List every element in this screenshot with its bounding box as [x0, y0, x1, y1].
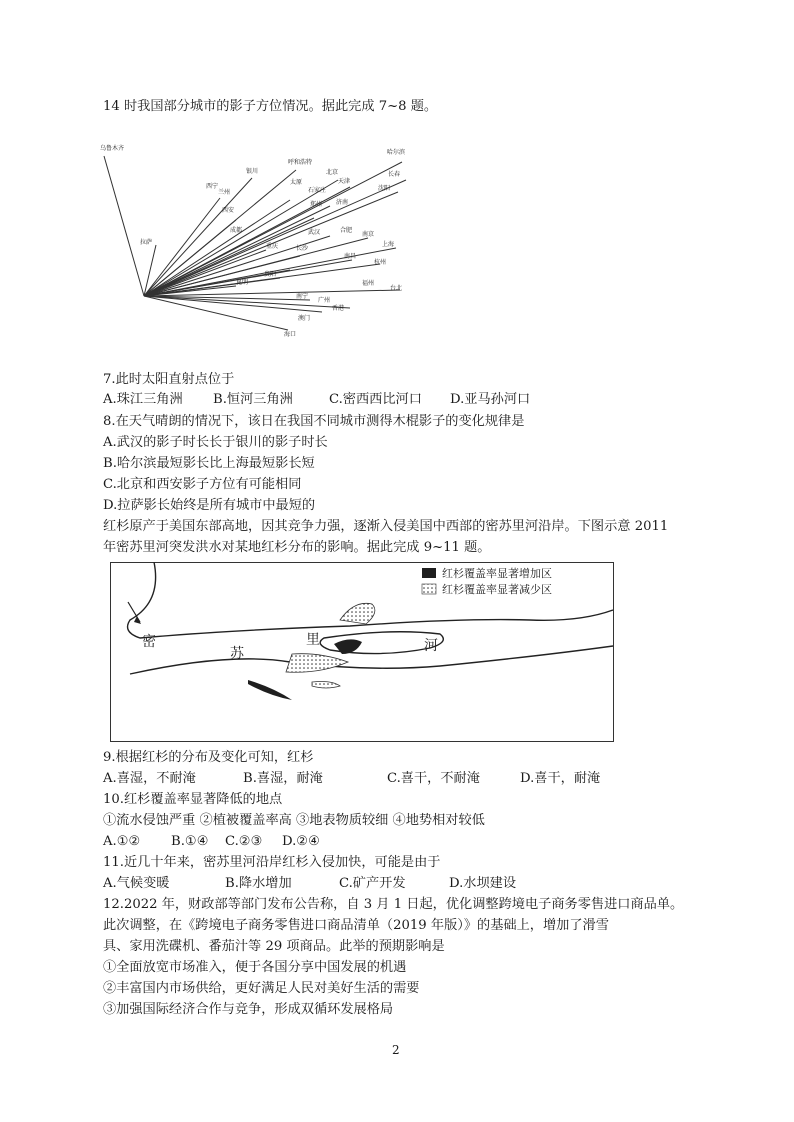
q10-option-d: D.②④: [282, 834, 320, 849]
q11-option-c: C.矿产开发: [339, 876, 406, 891]
svg-text:香港: 香港: [332, 305, 345, 312]
q10-stem: 10.红杉覆盖率显著降低的地点: [103, 792, 283, 807]
q11-option-d: D.水坝建设: [449, 876, 517, 891]
intro-text-2a: 红杉原产于美国东部高地，因其竞争力强，逐渐入侵美国中西部的密苏里河沿岸。下图示意 2011: [103, 519, 669, 534]
svg-text:南京: 南京: [362, 231, 375, 238]
label-urumqi: 乌鲁木齐: [100, 145, 125, 152]
svg-text:重庆: 重庆: [266, 243, 279, 250]
svg-text:北京: 北京: [326, 169, 339, 176]
q9-option-a: A.喜湿，不耐淹: [103, 771, 196, 786]
svg-text:澳门: 澳门: [298, 315, 311, 322]
svg-text:兰州: 兰州: [218, 189, 231, 196]
q11-option-a: A.气候变暖: [103, 876, 170, 891]
svg-text:贵阳: 贵阳: [264, 271, 277, 278]
q11-stem: 11.近几十年来，密苏里河沿岸红杉入侵加快，可能是由于: [103, 855, 441, 870]
svg-text:西宁: 西宁: [206, 183, 219, 190]
svg-text:哈尔滨: 哈尔滨: [387, 149, 406, 156]
svg-text:杭州: 杭州: [374, 259, 387, 266]
q10-option-a: A.①②: [103, 834, 141, 849]
svg-text:广州: 广州: [318, 297, 331, 304]
q7-option-c: C.密西西比河口: [329, 392, 422, 407]
svg-text:南宁: 南宁: [296, 293, 309, 300]
svg-text:呼和浩特: 呼和浩特: [288, 159, 313, 166]
river-char-2: 苏: [230, 646, 244, 662]
intro-text-1: 14 时我国部分城市的影子方位情况。据此完成 7~8 题。: [103, 99, 438, 114]
q10-option-b: B.①④: [171, 834, 209, 849]
svg-text:武汉: 武汉: [308, 229, 321, 236]
svg-text:南昌: 南昌: [344, 253, 357, 260]
q8-option-b: B.哈尔滨最短影长比上海最短影长短: [103, 456, 315, 471]
svg-text:长沙: 长沙: [296, 245, 309, 252]
svg-text:昆明: 昆明: [236, 279, 249, 286]
svg-text:郑州: 郑州: [310, 201, 323, 208]
q9-option-b: B.喜湿，耐淹: [243, 771, 323, 786]
svg-text:天津: 天津: [338, 178, 351, 185]
q7-option-a: A.珠江三角洲: [103, 392, 183, 407]
q12-line-2: 此次调整，在《跨境电子商务零售进口商品清单（2019 年版）》的基础上，增加了滑雪: [103, 918, 609, 933]
svg-text:台北: 台北: [390, 285, 403, 292]
svg-text:济南: 济南: [336, 199, 349, 206]
svg-text:石家庄: 石家庄: [308, 187, 327, 194]
q12-item-2: ②丰富国内市场供给，更好满足人民对美好生活的需要: [103, 981, 420, 996]
q9-option-c: C.喜干，不耐淹: [387, 771, 480, 786]
q12-line-3: 具、家用洗碟机、番茄汁等 29 项商品。此举的预期影响是: [103, 939, 445, 954]
q8-stem: 8.在天气晴朗的情况下，该日在我国不同城市测得木棍影子的变化规律是: [103, 414, 525, 429]
q9-option-d: D.喜干，耐淹: [520, 771, 601, 786]
q8-option-c: C.北京和西安影子方位有可能相同: [103, 477, 302, 492]
svg-text:银川: 银川: [246, 168, 259, 175]
river-char-3: 里: [306, 632, 320, 648]
river-char-1: 密: [142, 634, 156, 650]
svg-text:拉萨: 拉萨: [140, 239, 153, 246]
q10-items: ①流水侵蚀严重 ②植被覆盖率高 ③地表物质较细 ④地势相对较低: [103, 813, 485, 828]
q7-option-b: B.恒河三角洲: [213, 392, 293, 407]
q12-line-1: 12.2022 年，财政部等部门发布公告称，自 3 月 1 日起，优化调整跨境电子商务零售进口商品单。: [103, 897, 684, 912]
q10-option-c: C.②③: [225, 834, 263, 849]
svg-text:上海: 上海: [382, 241, 395, 248]
q11-option-b: B.降水增加: [225, 876, 292, 891]
q12-item-3: ③加强国际经济合作与竞争，形成双循环发展格局: [103, 1002, 394, 1017]
missouri-river-map: [110, 562, 614, 742]
svg-text:太原: 太原: [290, 179, 303, 186]
q7-stem: 7.此时太阳直射点位于: [103, 372, 235, 387]
svg-text:福州: 福州: [362, 280, 375, 287]
intro-text-2b: 年密苏里河突发洪水对某地红杉分布的影响。据此完成 9~11 题。: [103, 540, 491, 555]
q8-option-a: A.武汉的影子时长长于银川的影子时长: [103, 435, 328, 450]
page-number: 2: [392, 1043, 400, 1057]
q8-option-d: D.拉萨影长始终是所有城市中最短的: [103, 498, 316, 513]
svg-text:长春: 长春: [388, 171, 401, 178]
legend-decrease: 红杉覆盖率显著减少区: [442, 583, 552, 596]
river-char-4: 河: [424, 638, 438, 654]
svg-text:沈阳: 沈阳: [378, 185, 391, 192]
q12-item-1: ①全面放宽市场准入，便于各国分享中国发展的机遇: [103, 960, 407, 975]
legend-increase: 红杉覆盖率显著增加区: [442, 567, 552, 580]
q7-option-d: D.亚马孙河口: [450, 392, 531, 407]
svg-text:海口: 海口: [284, 331, 297, 338]
q9-stem: 9.根据红杉的分布及变化可知，红杉: [103, 750, 314, 765]
svg-text:西安: 西安: [222, 207, 235, 214]
svg-text:合肥: 合肥: [340, 227, 353, 234]
svg-text:成都: 成都: [230, 227, 243, 234]
shadow-direction-figure: [100, 140, 420, 352]
